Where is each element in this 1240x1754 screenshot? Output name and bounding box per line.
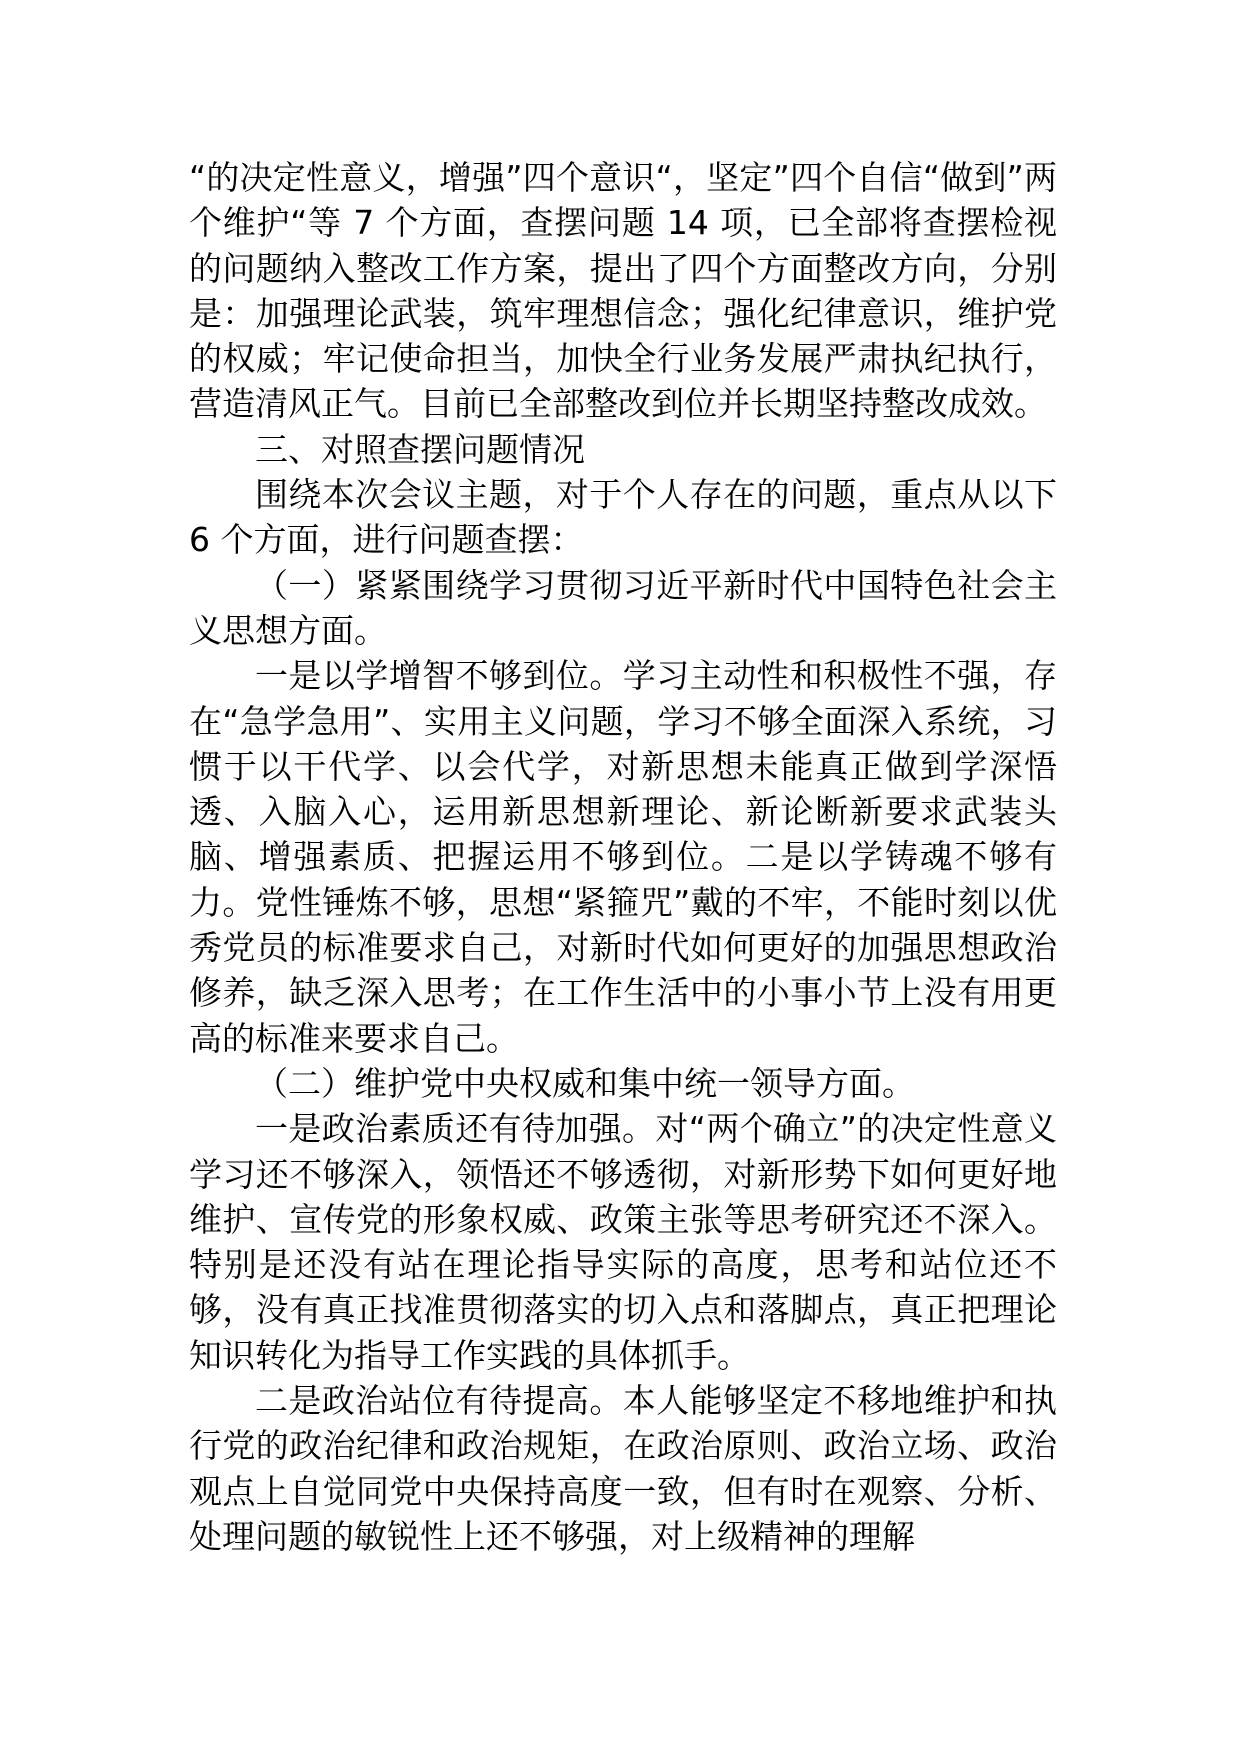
- paragraph-intro: 围绕本次会议主题，对于个人存在的问题，重点从以下 6 个方面，进行问题查摆：: [189, 475, 1057, 560]
- document-body: [189, 155, 1057, 1559]
- section-heading-problem-check: 三、对照查摆问题情况: [255, 429, 585, 469]
- subheading-one: （一）紧紧围绕学习贯彻习近平新时代中国特色社会主义思想方面。: [189, 565, 1057, 650]
- paragraph-study-issues: 一是以学增智不够到位。学习主动性和积极性不强，存在“急学急用”、实用主义问题，学习不够全面深入系统，习惯于以干代学、以会代学，对新思想未能真正做到学深悟透、入脑入心，运用新思想新理论、新论断新要求武装头脑、增强素质、把握运用不够到位。二是以学铸魂不够有力。党性锤炼不够，思想“紧箍咒”戴的不牢，不能时刻以优秀党员的标准要求自己，对新时代如何更好的加强思想政治修养，缺乏深入思考；在工作生活中的小事小节上没有用更高的标准来要求自己。: [189, 656, 1057, 1058]
- paragraph-political-stance: 二是政治站位有待提高。本人能够坚定不移地维护和执行党的政治纪律和政治规矩，在政治原则、政治立场、政治观点上自觉同党中央保持高度一致，但有时在观察、分析、处理问题的敏锐性上还不够强，对上级精神的理解: [189, 1381, 1057, 1556]
- subheading-two: （二）维护党中央权威和集中统一领导方面。: [255, 1063, 915, 1103]
- paragraph-political-quality: 一是政治素质还有待加强。对“两个确立”的决定性意义学习还不够深入，领悟还不够透彻，对新形势下如何更好地维护、宣传党的形象权威、政策主张等思考研究还不深入。特别是还没有站在理论指导实际的高度，思考和站位还不够，没有真正找准贯彻落实的切入点和落脚点，真正把理论知识转化为指导工作实践的具体抓手。: [189, 1109, 1057, 1375]
- paragraph-rectification-summary: “的决定性意义，增强”四个意识“，坚定”四个自信“做到”两个维护“等 7 个方面，查摆问题 14 项，已全部将查摆检视的问题纳入整改工作方案，提出了四个方面整改方向，分别是：加强理论武装，筑牢理想信念；强化纪律意识，维护党的权威；牢记使命担当，加快全行业务发展严肃执纪执行，营造清风正气。目前已全部整改到位并长期坚持整改成效。: [189, 158, 1057, 424]
